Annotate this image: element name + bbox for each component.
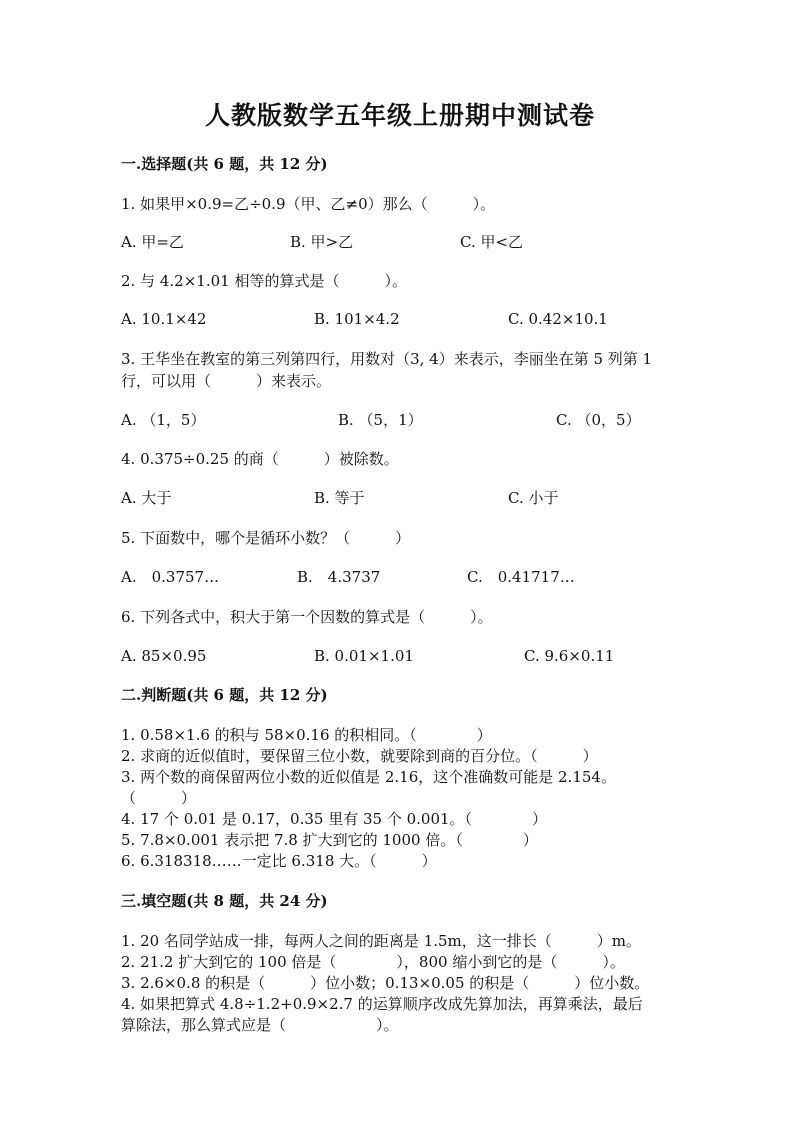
section-heading-choice: 一.选择题(共 6 题，共 12 分) <box>121 155 328 173</box>
judgment-line-6: 6. 6.318318……一定比 6.318 大。（ ） <box>121 852 437 870</box>
fill-line-1: 1. 20 名同学站成一排，每两人之间的距离是 1.5m，这一排长（ ）m。 <box>121 932 642 950</box>
fill-line-3: 3. 2.6×0.8 的积是（ ）位小数；0.13×0.05 的积是（ ）位小数。 <box>121 974 650 992</box>
question-1-option-a: A. 甲=乙 <box>121 233 184 251</box>
judgment-line-5: 5. 7.8×0.001 表示把 7.8 扩大到它的 1000 倍。（ ） <box>121 831 538 849</box>
question-2-option-b: B. 101×4.2 <box>314 310 400 328</box>
question-2-option-c: C. 0.42×10.1 <box>508 310 608 328</box>
question-5-option-b: B. 4.3737 <box>297 568 381 586</box>
question-5-stem: 5. 下面数中，哪个是循环小数？（ ） <box>121 529 411 547</box>
question-5-option-a: A. 0.3757… <box>121 568 220 586</box>
section-heading-fill-blank: 三.填空题(共 8 题，共 24 分) <box>121 892 328 910</box>
question-1-option-b: B. 甲>乙 <box>290 233 354 251</box>
question-2-option-a: A. 10.1×42 <box>121 310 207 328</box>
question-1-option-c: C. 甲<乙 <box>460 233 524 251</box>
judgment-line-2: 2. 求商的近似值时，要保留三位小数，就要除到商的百分位。（ ） <box>121 747 598 765</box>
fill-line-4-continued: 算除法，那么算式应是（ ）。 <box>121 1016 399 1034</box>
question-3-option-c: C. （0，5） <box>556 411 641 429</box>
section-heading-judgment: 二.判断题(共 6 题，共 12 分) <box>121 686 328 704</box>
question-5-option-c: C. 0.41717… <box>467 568 575 586</box>
judgment-line-3: 3. 两个数的商保留两位小数的近似值是 2.16，这个准确数可能是 2.154。 <box>121 768 616 786</box>
question-6-option-b: B. 0.01×1.01 <box>314 647 414 665</box>
question-4-option-a: A. 大于 <box>121 489 172 507</box>
question-3-stem-line-2: 行，可以用（ ）来表示。 <box>121 372 332 390</box>
page-title: 人教版数学五年级上册期中测试卷 <box>204 101 595 130</box>
question-4-option-b: B. 等于 <box>314 489 365 507</box>
question-4-option-c: C. 小于 <box>508 489 559 507</box>
question-4-stem: 4. 0.375÷0.25 的商（ ）被除数。 <box>121 450 399 468</box>
question-3-stem-line-1: 3. 王华坐在教室的第三列第四行，用数对（3, 4）来表示，李丽坐在第 5 列第 1 <box>121 350 653 368</box>
question-3-option-b: B. （5，1） <box>338 411 423 429</box>
judgment-line-1: 1. 0.58×1.6 的积与 58×0.16 的积相同。（ ） <box>121 726 492 744</box>
judgment-line-3-blank: （ ） <box>121 789 197 807</box>
fill-line-2: 2. 21.2 扩大到它的 100 倍是（ ），800 缩小到它的是（ ）。 <box>121 953 625 971</box>
judgment-line-4: 4. 17 个 0.01 是 0.17，0.35 里有 35 个 0.001。（ ） <box>121 810 548 828</box>
question-6-option-c: C. 9.6×0.11 <box>524 647 615 665</box>
question-1-stem: 1. 如果甲×0.9=乙÷0.9（甲、乙≠0）那么（ ）。 <box>121 195 496 213</box>
question-2-stem: 2. 与 4.2×1.01 相等的算式是（ ）。 <box>121 272 407 290</box>
question-6-stem: 6. 下列各式中，积大于第一个因数的算式是（ ）。 <box>121 608 493 626</box>
question-3-option-a: A. （1，5） <box>121 411 206 429</box>
question-6-option-a: A. 85×0.95 <box>121 647 207 665</box>
fill-line-4: 4. 如果把算式 4.8÷1.2+0.9×2.7 的运算顺序改成先算加法，再算乘法，最后 <box>121 995 643 1013</box>
